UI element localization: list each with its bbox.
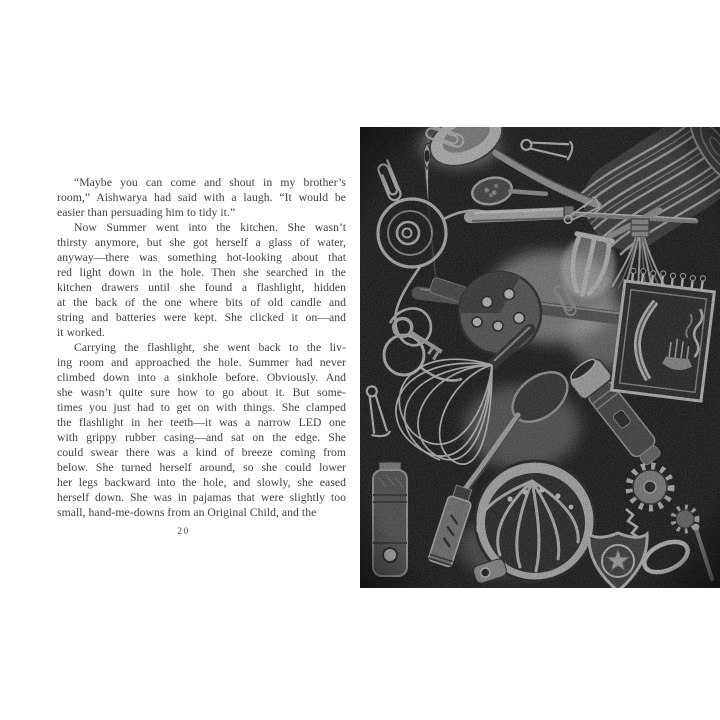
text-line: Now Summer went into the kitchen. She wasn’t <box>74 221 346 234</box>
paragraph <box>57 220 346 340</box>
text-line: could swear there was a kind of breeze coming from <box>57 446 346 459</box>
text-line: small, hand-me-downs from an Original Child, and the <box>57 506 317 519</box>
text-line: thirsty anymore, but she got herself a glass of water, <box>57 236 346 249</box>
text-line: the flashlight in her teeth—it was a narrow LED one <box>57 416 346 429</box>
text-line: room,” Aishwarya had said with a laugh. “It would be <box>57 191 346 204</box>
text-line: at the back of the one where bits of old candle and <box>57 296 346 309</box>
text-line: it worked. <box>57 326 105 339</box>
illustration-page <box>360 127 720 588</box>
text-line: her legs backward into the hole, and slowly, she eased <box>57 476 346 489</box>
paragraph <box>57 340 346 520</box>
paragraph <box>57 175 346 220</box>
text-line: kitchen drawers until she found a flashlight, hidden <box>57 281 346 294</box>
text-line: “Maybe you can come and shout in my brother’s <box>74 176 346 189</box>
text-line: she wasn’t quite sure how to go about it. But some- <box>57 386 346 399</box>
text-page <box>57 175 346 520</box>
junk-drawer-illustration <box>360 127 720 588</box>
text-line: below. She turned herself around, so she could lower <box>57 461 346 474</box>
text-line: herself down. She was in pajamas that were slightly too <box>57 491 346 504</box>
text-line: anyway—there was something hot-looking about that <box>57 251 346 264</box>
page-text <box>57 175 346 520</box>
text-line: times you just had to get on with things. She clamped <box>57 401 346 414</box>
text-line: ing room and approached the hole. Summer had never <box>57 356 346 369</box>
text-line: red light down in the hole. Then she searched in the <box>57 266 346 279</box>
text-line: with grippy rubber casing—and sat on the edge. She <box>57 431 346 444</box>
text-line: Carrying the flashlight, she went back to the liv- <box>74 341 346 354</box>
page-number: 20 <box>177 527 190 537</box>
text-line: easier than persuading him to tidy it.” <box>57 206 236 219</box>
text-line: string and batteries were kept. She clicked it on—and <box>57 311 346 324</box>
text-line: climbed down into a sinkhole before. Obviously. And <box>57 371 346 384</box>
